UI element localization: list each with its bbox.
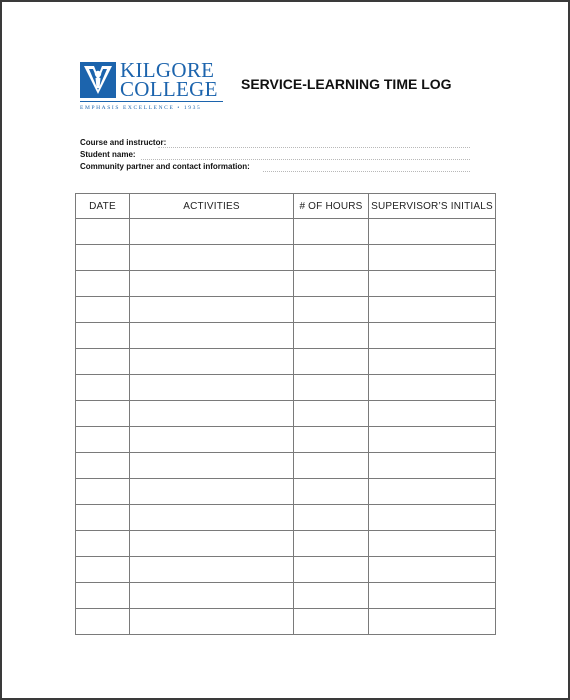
date-cell[interactable] [76,245,130,271]
hours-cell[interactable] [294,401,369,427]
table-row [76,557,496,583]
date-cell[interactable] [76,427,130,453]
hours-cell[interactable] [294,583,369,609]
supervisor-initials-cell[interactable] [369,505,496,531]
supervisor-initials-cell[interactable] [369,349,496,375]
course-instructor-field[interactable] [158,147,470,148]
date-cell[interactable] [76,219,130,245]
column-header-supervisor-initials: SUPERVISOR’S INITIALS [369,194,496,219]
table-row [76,583,496,609]
activities-cell[interactable] [130,349,294,375]
activities-cell[interactable] [130,375,294,401]
hours-cell[interactable] [294,453,369,479]
date-cell[interactable] [76,297,130,323]
table-row [76,479,496,505]
hours-cell[interactable] [294,245,369,271]
supervisor-initials-cell[interactable] [369,245,496,271]
supervisor-initials-cell[interactable] [369,271,496,297]
table-row [76,375,496,401]
table-row [76,609,496,635]
course-instructor-label: Course and instructor: [80,138,167,147]
logo-divider [80,101,223,102]
date-cell[interactable] [76,323,130,349]
date-cell[interactable] [76,583,130,609]
hours-cell[interactable] [294,427,369,453]
activities-cell[interactable] [130,479,294,505]
date-cell[interactable] [76,453,130,479]
column-header-date: DATE [76,194,130,219]
supervisor-initials-cell[interactable] [369,557,496,583]
hours-cell[interactable] [294,297,369,323]
supervisor-initials-cell[interactable] [369,323,496,349]
table-row [76,245,496,271]
supervisor-initials-cell[interactable] [369,297,496,323]
logo-name-line2: COLLEGE [120,77,218,101]
hours-cell[interactable] [294,531,369,557]
date-cell[interactable] [76,271,130,297]
supervisor-initials-cell[interactable] [369,453,496,479]
table-row [76,401,496,427]
hours-cell[interactable] [294,271,369,297]
hours-cell[interactable] [294,219,369,245]
date-cell[interactable] [76,479,130,505]
activities-cell[interactable] [130,453,294,479]
table-row [76,323,496,349]
table-row [76,531,496,557]
supervisor-initials-cell[interactable] [369,479,496,505]
activities-cell[interactable] [130,505,294,531]
activities-cell[interactable] [130,609,294,635]
table-row [76,271,496,297]
activities-cell[interactable] [130,245,294,271]
student-name-field[interactable] [141,159,470,160]
supervisor-initials-cell[interactable] [369,531,496,557]
student-name-label: Student name: [80,150,136,159]
supervisor-initials-cell[interactable] [369,609,496,635]
column-header-activities: ACTIVITIES [130,194,294,219]
community-partner-field[interactable] [263,171,470,172]
table-row [76,427,496,453]
table-row [76,297,496,323]
date-cell[interactable] [76,401,130,427]
table-row [76,453,496,479]
supervisor-initials-cell[interactable] [369,375,496,401]
supervisor-initials-cell[interactable] [369,219,496,245]
table-row [76,219,496,245]
hours-cell[interactable] [294,609,369,635]
activities-cell[interactable] [130,271,294,297]
table-row [76,505,496,531]
date-cell[interactable] [76,557,130,583]
logo-name-line1: KILGORE [120,58,215,82]
table-row [76,349,496,375]
kilgore-college-logo [80,60,225,120]
document-title: SERVICE-LEARNING TIME LOG [241,76,452,92]
activities-cell[interactable] [130,557,294,583]
activities-cell[interactable] [130,427,294,453]
activities-cell[interactable] [130,583,294,609]
hours-cell[interactable] [294,375,369,401]
table-body [76,219,496,635]
date-cell[interactable] [76,349,130,375]
date-cell[interactable] [76,609,130,635]
logo-tagline: EMPHASIS EXCELLENCE • 1935 [80,105,202,111]
time-log-table [75,193,496,635]
table-header-row [76,194,496,219]
activities-cell[interactable] [130,297,294,323]
college-emblem-icon [80,62,116,98]
activities-cell[interactable] [130,323,294,349]
supervisor-initials-cell[interactable] [369,427,496,453]
supervisor-initials-cell[interactable] [369,583,496,609]
hours-cell[interactable] [294,323,369,349]
hours-cell[interactable] [294,349,369,375]
hours-cell[interactable] [294,557,369,583]
date-cell[interactable] [76,505,130,531]
date-cell[interactable] [76,375,130,401]
community-partner-label: Community partner and contact information: [80,162,250,171]
supervisor-initials-cell[interactable] [369,401,496,427]
activities-cell[interactable] [130,219,294,245]
hours-cell[interactable] [294,479,369,505]
activities-cell[interactable] [130,531,294,557]
column-header-hours: # OF HOURS [294,194,369,219]
date-cell[interactable] [76,531,130,557]
activities-cell[interactable] [130,401,294,427]
hours-cell[interactable] [294,505,369,531]
